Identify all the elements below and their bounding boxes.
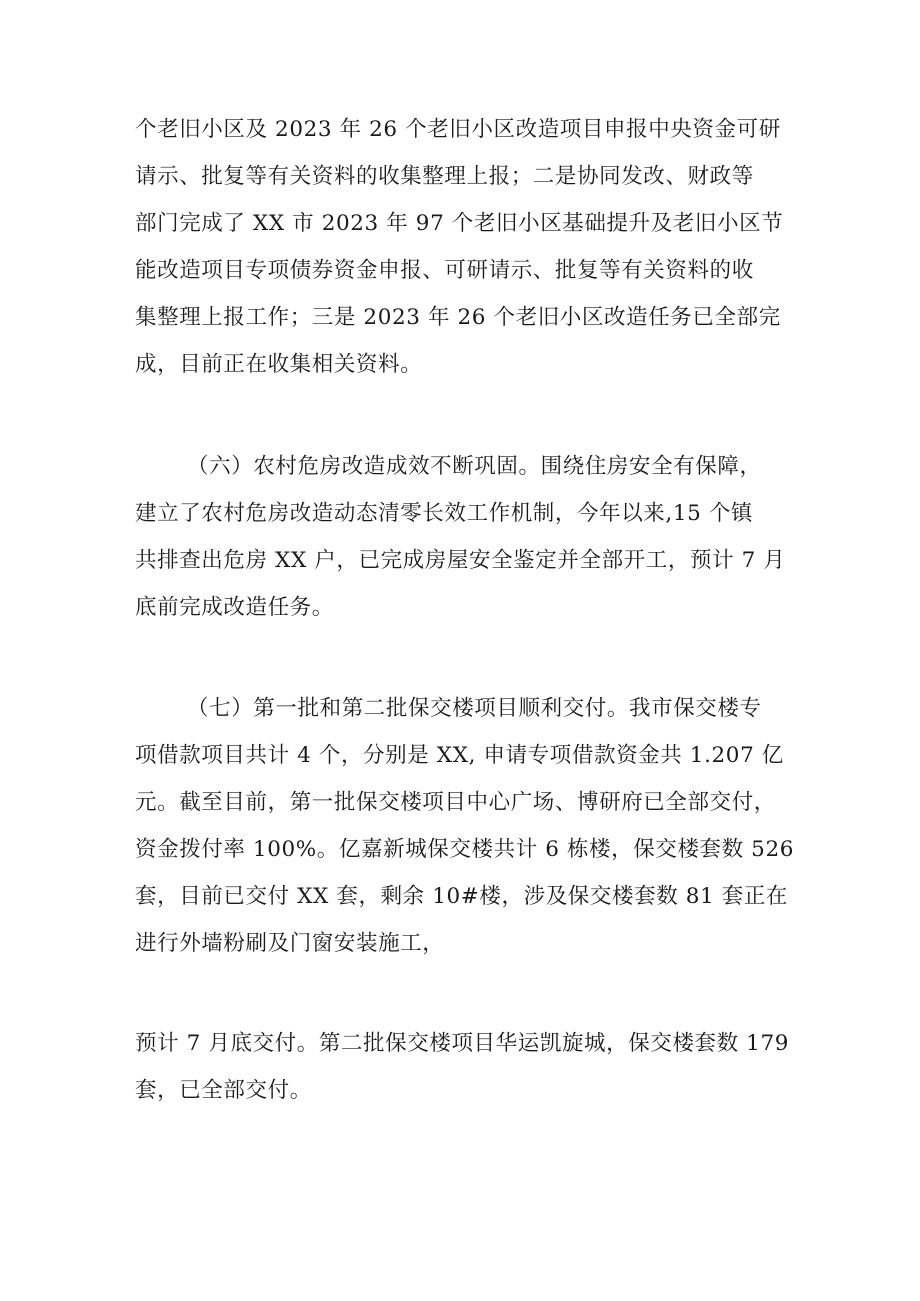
- text-line: 个老旧小区及 2023 年 26 个老旧小区改造项目申报中央资金可研: [135, 117, 781, 142]
- text-line: 能改造项目专项债券资金申报、可研请示、批复等有关资料的收: [135, 258, 754, 283]
- text-line: 共排查出危房 XX 户，已完成房屋安全鉴定并全部开工，预计 7 月: [135, 548, 786, 573]
- text-line: 建立了农村危房改造动态清零长效工作机制，今年以来,15 个镇: [135, 501, 754, 526]
- text-line: 元。截至目前，第一批保交楼项目中心广场、博研府已全部交付，: [135, 790, 776, 815]
- text-line: 资金拨付率 100%。亿嘉新城保交楼共计 6 栋楼，保交楼套数 526: [135, 837, 795, 862]
- text-line: 项借款项目共计 4 个，分别是 XX, 申请专项借款资金共 1.207 亿: [135, 743, 784, 768]
- text-line: 套，已全部交付。: [135, 1078, 312, 1103]
- text-line: 进行外墙粉刷及门窗安装施工，: [135, 931, 445, 956]
- text-line: 底前完成改造任务。: [135, 595, 334, 620]
- section-heading-line: （七）第一批和第二批保交楼项目顺利交付。我市保交楼专: [187, 696, 762, 721]
- section-heading-line: （六）农村危房改造成效不断巩固。围绕住房安全有保障，: [187, 454, 762, 479]
- text-line: 预计 7 月底交付。第二批保交楼项目华运凯旋城，保交楼套数 179: [135, 1031, 790, 1056]
- text-line: 集整理上报工作；三是 2023 年 26 个老旧小区改造任务已全部完: [135, 305, 781, 330]
- paragraph-guaranteed-delivery: [135, 685, 795, 967]
- text-line: 部门完成了 XX 市 2023 年 97 个老旧小区基础提升及老旧小区节: [135, 211, 784, 236]
- text-line: 请示、批复等有关资料的收集整理上报；二是协同发改、财政等: [135, 164, 754, 189]
- paragraph-rural-housing: [135, 443, 795, 631]
- text-line: 套，目前已交付 XX 套，剩余 10#楼，涉及保交楼套数 81 套正在: [135, 884, 789, 909]
- text-line: 成，目前正在收集相关资料。: [135, 352, 423, 377]
- paragraph-delivery-continued: [135, 1020, 795, 1114]
- paragraph-old-community-renovation: [135, 106, 795, 388]
